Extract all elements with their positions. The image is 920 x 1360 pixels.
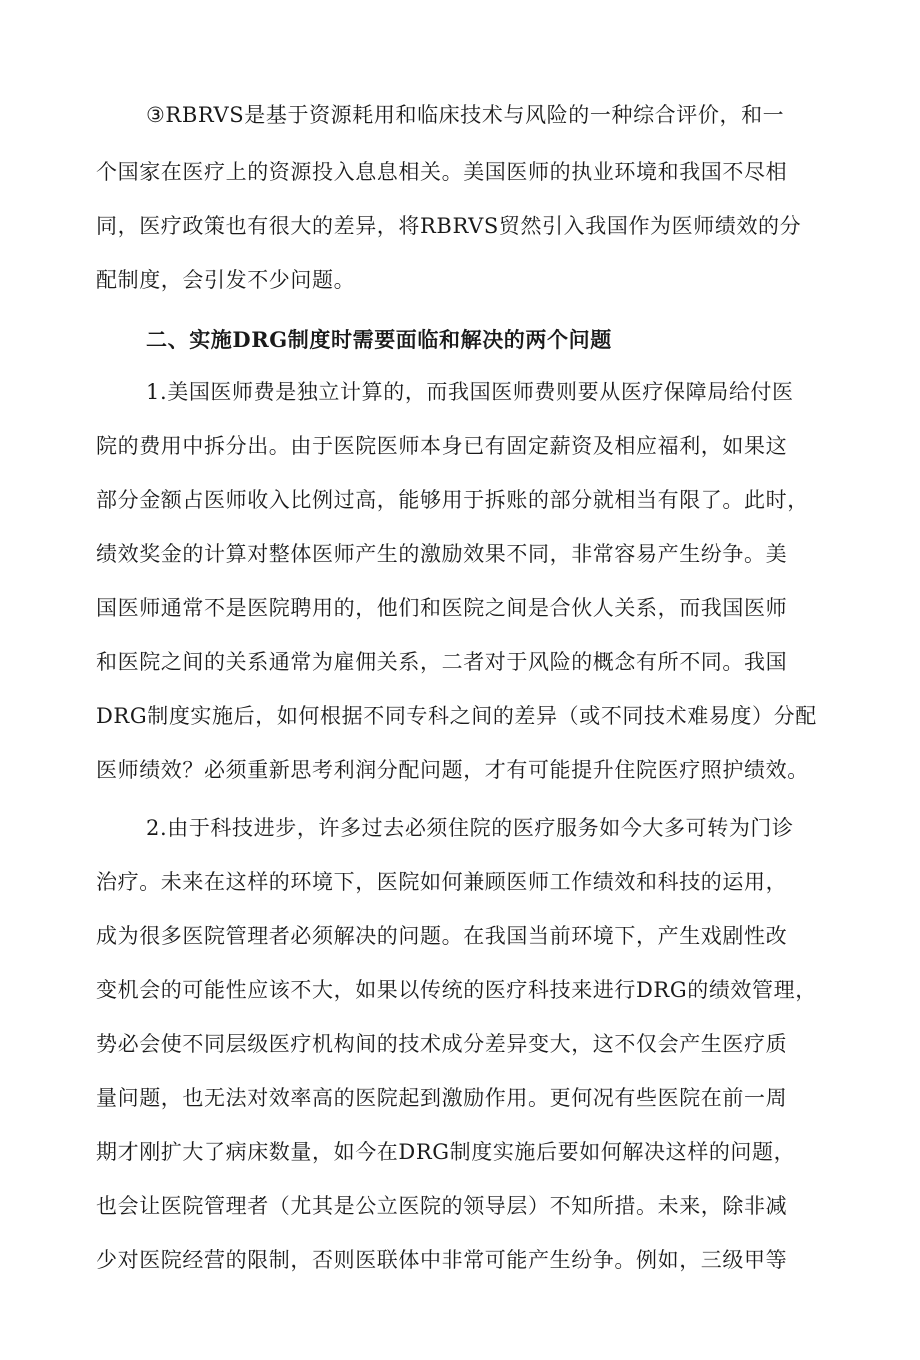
paragraph-line: 势必会使不同层级医疗机构间的技术成分差异变大，这不仅会产生医疗质 <box>96 1032 788 1056</box>
paragraph-line: 同，医疗政策也有很大的差异，将RBRVS贸然引入我国作为医师绩效的分 <box>96 214 802 238</box>
paragraph-line: 部分金额占医师收入比例过高，能够用于拆账的部分就相当有限了。此时， <box>96 488 809 512</box>
paragraph-line: 成为很多医院管理者必须解决的问题。在我国当前环境下，产生戏剧性改 <box>96 924 788 948</box>
paragraph-line: 和医院之间的关系通常为雇佣关系，二者对于风险的概念有所不同。我国 <box>96 650 788 674</box>
paragraph-line: DRG制度实施后，如何根据不同专科之间的差异（或不同技术难易度）分配 <box>96 704 817 728</box>
paragraph-line: 配制度，会引发不少问题。 <box>96 268 356 292</box>
paragraph-line: 少对医院经营的限制，否则医联体中非常可能产生纷争。例如，三级甲等 <box>96 1248 788 1272</box>
paragraph-line: 量问题，也无法对效率高的医院起到激励作用。更何况有些医院在前一周 <box>96 1086 788 1110</box>
section-heading: 二、实施DRG制度时需要面临和解决的两个问题 <box>146 327 612 352</box>
paragraph-line: 个国家在医疗上的资源投入息息相关。美国医师的执业环境和我国不尽相 <box>96 160 788 184</box>
paragraph-line: 2.由于科技进步，许多过去必须住院的医疗服务如今大多可转为门诊 <box>146 816 794 840</box>
paragraph-line: 也会让医院管理者（尤其是公立医院的领导层）不知所措。未来，除非减 <box>96 1194 788 1218</box>
paragraph-line: 期才刚扩大了病床数量，如今在DRG制度实施后要如何解决这样的问题， <box>96 1140 796 1164</box>
paragraph-line: 变机会的可能性应该不大，如果以传统的医疗科技来进行DRG的绩效管理， <box>96 978 817 1002</box>
paragraph-line: 治疗。未来在这样的环境下，医院如何兼顾医师工作绩效和科技的运用， <box>96 870 788 894</box>
paragraph-line: 绩效奖金的计算对整体医师产生的激励效果不同，非常容易产生纷争。美 <box>96 542 788 566</box>
paragraph-line: 院的费用中拆分出。由于医院医师本身已有固定薪资及相应福利，如果这 <box>96 434 788 458</box>
paragraph-line: 1.美国医师费是独立计算的，而我国医师费则要从医疗保障局给付医 <box>146 380 794 404</box>
paragraph-line: 国医师通常不是医院聘用的，他们和医院之间是合伙人关系，而我国医师 <box>96 596 788 620</box>
paragraph-line: ③RBRVS是基于资源耗用和临床技术与风险的一种综合评价，和一 <box>146 103 785 127</box>
paragraph-line: 医师绩效？必须重新思考利润分配问题，才有可能提升住院医疗照护绩效。 <box>96 758 809 782</box>
